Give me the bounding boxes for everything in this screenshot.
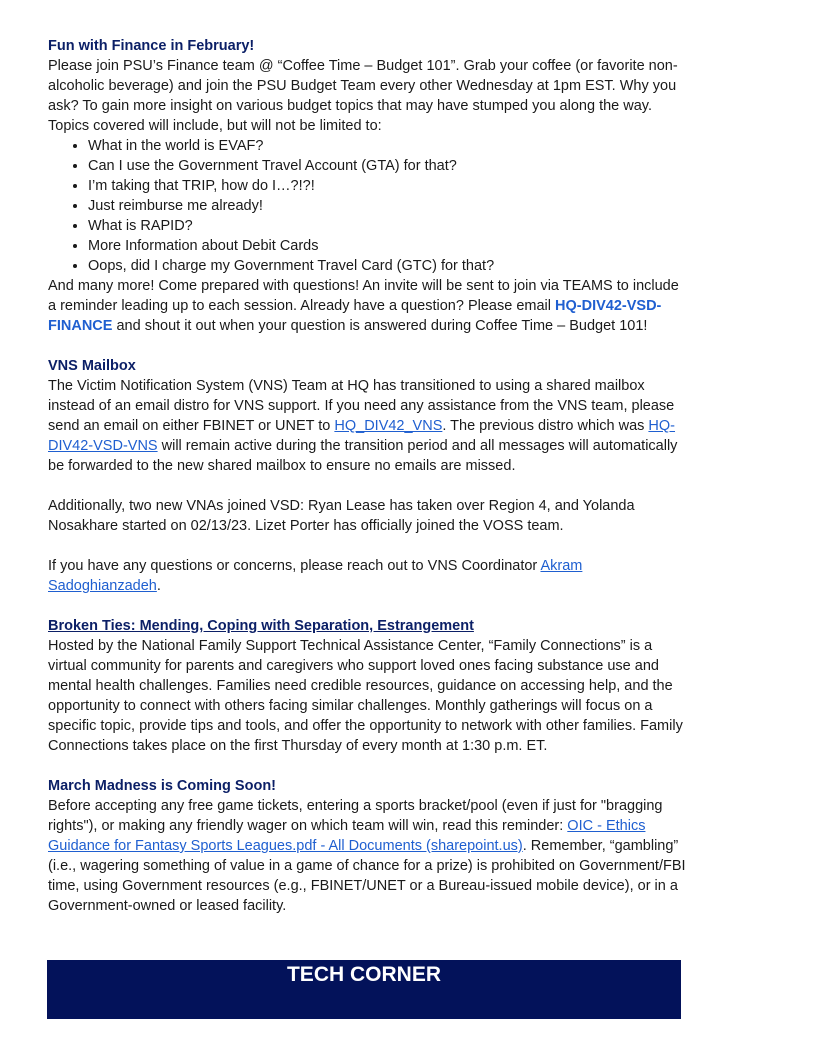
ethics-guidance-link[interactable]: OIC - Ethics Guidance for Fantasy Sports Leagues.pdf - All Documents (sharepoint.us) xyxy=(48,818,646,854)
vns-heading: VNS Mailbox xyxy=(48,358,136,374)
vns-distro-link[interactable]: HQ-DIV42-VSD-VNS xyxy=(48,418,676,454)
finance-closing-text-end: and shout it out when your question is answered during Coffee Time – Budget 101! xyxy=(112,318,648,334)
tech-corner-title: TECH CORNER xyxy=(286,963,441,986)
newsletter-content xyxy=(48,36,688,916)
march-text: . Remember, “gambling” (i.e., wagering something of value in a game of chance for a prize) is prohibited on Government/FBI time, using Government resources (e.g., FBINET/UNET or a Bureau-issued mobile device), or in a Government-owned or leased facility. xyxy=(48,838,686,914)
vns-text: will remain active during the transition period and all messages will automatically be forwarded to the new shared mailbox to ensure no emails are missed. xyxy=(48,438,678,474)
finance-email-link[interactable]: HQ-DIV42-VSD-FINANCE xyxy=(48,298,662,334)
vns-section xyxy=(48,356,688,596)
broken-ties-section xyxy=(48,616,688,756)
list-item: • Can I use the Government Travel Account (GTA) for that? xyxy=(88,156,688,176)
section-spacer xyxy=(48,596,688,616)
list-item: • I’m taking that TRIP, how do I…?!?! xyxy=(88,176,688,196)
march-madness-heading: March Madness is Coming Soon! xyxy=(48,778,276,794)
tech-corner-banner xyxy=(47,960,681,1019)
list-item: • Just reimburse me already! xyxy=(88,196,688,216)
vns-paragraph-3 xyxy=(48,556,688,596)
finance-section xyxy=(48,36,688,336)
paragraph-spacer xyxy=(48,476,688,496)
march-madness-section xyxy=(48,776,688,916)
vns-text: . The previous distro which was xyxy=(442,418,649,434)
broken-ties-body: Hosted by the National Family Support Technical Assistance Center, “Family Connections” is a virtual community for parents and caregivers who support loved ones facing substance use and mental health challenges. Families need credible resources, guidance on accessing help, and the opportunity to connect with others facing similar challenges. Monthly gatherings will focus on a specific topic, provide tips and tools, and offer the opportunity to network with other families. Family Connections takes place on the first Thursday of every month at 1:30 p.m. ET. xyxy=(48,638,683,754)
finance-closing-text: And many more! Come prepared with questions! An invite will be sent to join via TEAMS to include a reminder leading up to each session. Already have a question? Please email xyxy=(48,278,679,314)
paragraph-spacer xyxy=(48,536,688,556)
vns-paragraph-2: Additionally, two new VNAs joined VSD: Ryan Lease has taken over Region 4, and Yolanda Nosakhare started on 02/13/23. Lizet Porter has officially joined the VOSS team. xyxy=(48,498,635,534)
march-madness-body xyxy=(48,796,688,916)
vns-text: If you have any questions or concerns, please reach out to VNS Coordinator xyxy=(48,558,541,574)
broken-ties-heading-link[interactable]: Broken Ties: Mending, Coping with Separation, Estrangement xyxy=(48,618,474,634)
finance-topics-list xyxy=(48,136,688,276)
section-spacer xyxy=(48,336,688,356)
list-item: • More Information about Debit Cards xyxy=(88,236,688,256)
finance-intro: Please join PSU’s Finance team @ “Coffee Time – Budget 101”. Grab your coffee (or favorite non-alcoholic beverage) and join the PSU Budget Team every other Wednesday at 1pm EST. Why you ask? To gain more insight on various budget topics that may have stumped you along the way. Topics covered will include, but will not be limited to: xyxy=(48,58,678,134)
list-item: • Oops, did I charge my Government Travel Card (GTC) for that? xyxy=(88,256,688,276)
list-item: • What in the world is EVAF? xyxy=(88,136,688,156)
march-text: Before accepting any free game tickets, entering a sports bracket/pool (even if just for "bragging rights"), or making any friendly wager on which team will win, read this reminder: xyxy=(48,798,663,834)
vns-mailbox-link[interactable]: HQ_DIV42_VNS xyxy=(334,418,443,434)
vns-text: The Victim Notification System (VNS) Team at HQ has transitioned to using a shared mailbox instead of an email distro for VNS support. If you need any assistance from the VNS team, please send an email on either FBINET or UNET to xyxy=(48,378,675,434)
finance-heading: Fun with Finance in February! xyxy=(48,38,255,54)
vns-coordinator-link[interactable]: Akram Sadoghianzadeh xyxy=(48,558,583,594)
list-item: • What is RAPID? xyxy=(88,216,688,236)
vns-text: . xyxy=(156,578,161,594)
section-spacer xyxy=(48,756,688,776)
vns-paragraph-1 xyxy=(48,376,688,476)
finance-closing xyxy=(48,276,688,336)
